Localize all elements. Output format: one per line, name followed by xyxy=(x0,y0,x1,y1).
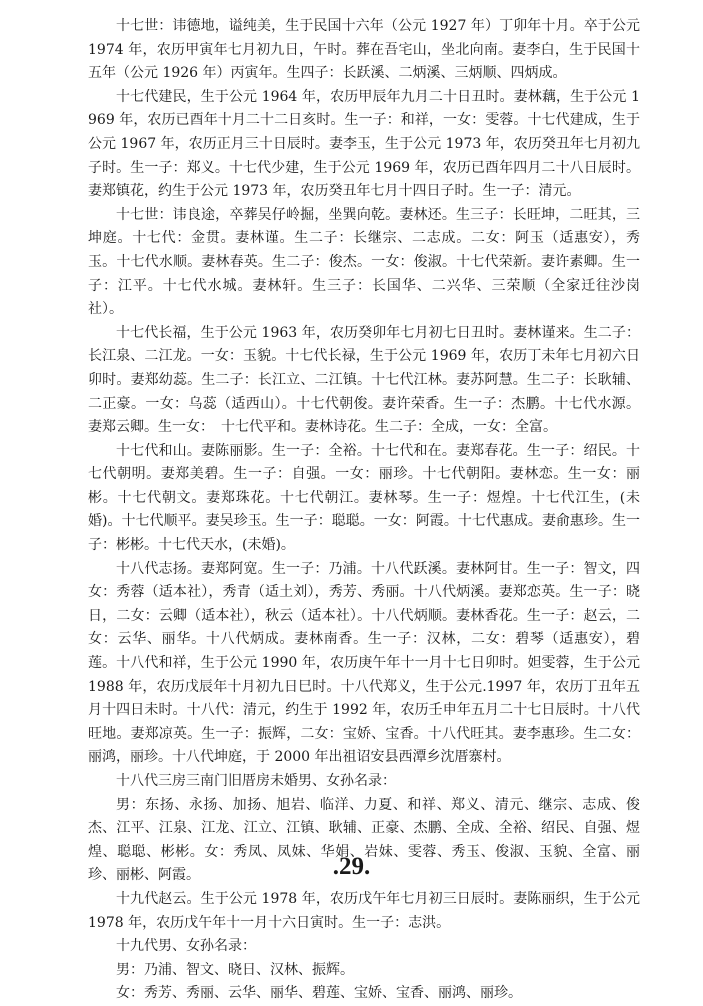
paragraph-17th-changfu: 十七代长福，生于公元 1963 年，农历癸卯年七月初七日丑时。妻林谨来。生二子：长江泉、二江龙。一女：玉貌。十七代长禄，生于公元 1969 年，农历丁未年七月初六日卯时。妻郑幼蕊。生二子：长江立、二江镇。十七代江林。妻苏阿慧。生二子：长耿辅、二正豪。一女：乌蕊（适西山）。十七代朝俊。妻许荣香。生一子：杰鹏。十七代水源。妻郑云卿。生一女： 十七代平和。妻林诗花。生二子：全成，一女：全富。 xyxy=(88,324,640,436)
page-number: .29. xyxy=(332,853,371,880)
paragraph-18th-zhiyang: 十八代志扬。妻郑阿宽。生一子：乃浦。十八代跃溪。妻林阿甘。生一子：智文，四女：秀蓉（适本社），秀青（适土刘），秀芳、秀丽。十八代炳溪。妻郑恋英。生一子：晓日，二女：云卿（适本社），秋云（适本社）。十八代炳顺。妻林香花。生一子：赵云，二女：云华、丽华。十八代炳成。妻林南香。生一子：汉林，二女：碧琴（适惠安），碧莲。十八代和祥，生于公元 1990 年，农历庚午年十一月十七日卯时。妲雯蓉，生于公元 1988 年，农历戊辰年十月初九日巳时。十八代郑义，生于公元.1997 年，农历丁丑年五月十四日未时。十八代：清元，约生于 1992 年，农历壬申年五月二十七日辰时。十八代旺地。妻郑凉英。生一子：振辉，二女：宝娇、宝香。十八代旺其。妻李惠珍。生二女：丽鸿，丽珍。十八代坤庭，于 2000 年出祖诏安县西潭乡沈厝寨村。 xyxy=(88,560,640,766)
grandchildren-list: 男：东扬、永扬、加扬、旭岩、临洋、力夏、和祥、郑义、清元、继宗、志成、俊杰、江平、江泉、江龙、江立、江镇、耿辅、正豪、杰鹏、全成、全裕、绍民、自强、煜煌、聪聪、彬彬。女：秀凤、凤妹、华娟、岩妹、雯蓉、秀玉、俊淑、玉貌、全富、丽珍、丽彬、阿霞。 xyxy=(88,796,640,884)
nineteenth-heading: 十九代男、女孙名录： xyxy=(116,938,256,955)
nineteenth-female-list: 女：秀芳、秀丽、云华、丽华、碧莲、宝娇、宝香、丽鸿、丽珍。 xyxy=(116,985,522,1002)
grandchildren-heading: 十八代三房三南门旧厝房未婚男、女孙名录： xyxy=(116,773,396,789)
nineteenth-male-list: 男：乃浦、智文、晓日、汉林、振辉。 xyxy=(116,961,354,978)
paragraph-19th-zhaoyun: 十九代赵云。生于公元 1978 年，农历戊午年七月初三日辰时。妻陈丽织，生于公元 1978 年，农历戊午年十一月十六日寅时。生一子：志洪。 xyxy=(88,890,640,931)
paragraph-17th-heshan: 十七代和山。妻陈丽影。生一子：全裕。十七代和在。妻郑春花。生一子：绍民。十七代朝明。妻郑美碧。生一子：自强。一女：丽珍。十七代朝阳。妻林恋。生一女：丽彬。十七代朝文。妻郑珠花。十七代朝江。妻林琴。生一子：煜煌。十七代江生，(未婚)。十七代顺平。妻吴珍玉。生一子：聪聪。一女：阿霞。十七代惠成。妻俞惠珍。生一子：彬彬。十七代天水，(未婚)。 xyxy=(88,442,640,554)
paragraph-17th-jianmin: 十七代建民，生于公元 1964 年，农历甲辰年九月二十日丑时。妻林藕，生于公元 1969 年，农历已酉年十月二十二日亥时。生一子：和祥，一女：雯蓉。十七代建成，生于公元 1967 年，农历正月三十日辰时。妻李玉，生于公元 1973 年，农历癸丑年七月初九子时。生一子：郑义。十七代少建，生于公元 1969 年，农历已酉年四月二十八日辰时。妻郑镇花，约生于公元 1973 年，农历癸丑年七月十四日子时。生一子：清元。 xyxy=(88,88,640,200)
paragraph-17th-liangtu: 十七世：讳良途，卒葬吴仔岭掘，坐巽向乾。妻林还。生三子：长旺坤，二旺其，三坤庭。十七代：金贯。妻林谨。生二子：长继宗、二志成。二女：阿玉（适惠安），秀玉。十七代水顺。妻林春英。生二子：俊杰。一女：俊淑。十七代荣新。妻许素卿。生一子：江平。十七代水城。妻林轩。生三子：长国华、二兴华、三荣顺（全家迁往沙岗社）。 xyxy=(88,206,640,318)
paragraph-17th-dedi: 十七世：讳德地，谥纯美，生于民国十六年（公元 1927 年）丁卯年十月。卒于公元 1974 年，农历甲寅年七月初九日，午时。葬在吾宅山，坐北向南。妻李白，生于民国十五年（公元 1926 年）丙寅年。生四子：长跃溪、二炳溪、三炳顺、四炳成。 xyxy=(88,18,640,82)
